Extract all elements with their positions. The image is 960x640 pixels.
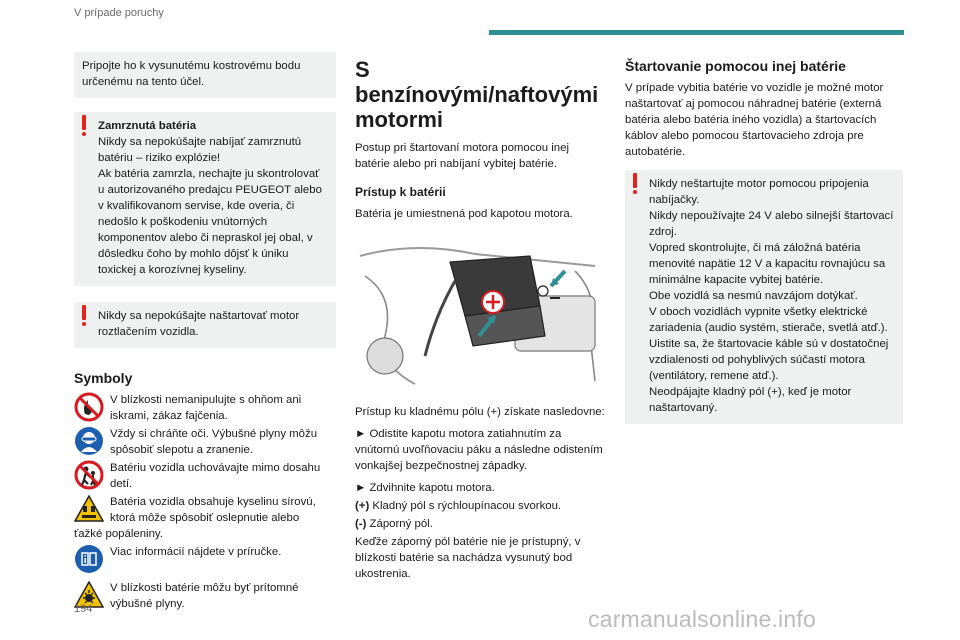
symbol-row-manual (74, 544, 336, 574)
minus-pole-text (355, 516, 605, 532)
column-middle (355, 52, 605, 588)
jump-start-intro: V prípade vybitia batérie vo vozidle je možné motor naštartovať aj pomocou náhradnej batérie (externá batéria alebo batéria iného vozidla) a štartovacích káblov alebo pomocou štartovacieho zdroja pre autobatérie. (625, 82, 884, 158)
symbol-row-children (74, 460, 336, 492)
jump-start-warning-line1: Nikdy neštartujte motor pomocou pripojenia nabíjačky. (649, 178, 869, 206)
engine-bay-illustration (355, 236, 605, 386)
symbol-text: Batéria vozidla obsahuje kyselinu sírovú, ktorá môže spôsobiť oslepnutie alebo (110, 496, 316, 524)
step-lift-bonnet: ► Zdvihnite kapotu motora. (355, 482, 495, 494)
plus-pole-text (355, 498, 605, 514)
minus-pole-description: Záporný pól. (366, 518, 433, 530)
plus-pole-symbol: (+) (355, 500, 370, 512)
symbol-row-no-fire (74, 392, 336, 424)
symbol-text: Vždy si chráňte oči. Výbušné plyny môžu spôsobiť slepotu a zranenie. (110, 428, 318, 456)
symbol-text: V blízkosti nemanipulujte s ohňom ani iskrami, zákaz fajčenia. (110, 394, 302, 422)
page-number: 194 (74, 603, 93, 615)
header-accent-bar (489, 30, 904, 35)
watermark: carmanualsonline.info (588, 606, 816, 632)
warning-exclamation-icon (80, 115, 88, 137)
symbol-text: V blízkosti batérie môžu byť prítomné výbušné plyny. (110, 582, 299, 610)
keep-away-children-icon (74, 460, 104, 490)
warning-box-push-start (74, 302, 336, 348)
symbol-row-explosive (74, 580, 336, 612)
frozen-battery-text: batériu – riziko explózie! Ak batéria zamrzla, nechajte ju skontrolovať u autorizovaného predajcu PEUGEOT alebo v kvalifikovanom servise, kde overia, či nedošlo k poškodeniu vnútorných komponentov alebo či nepraskol jej obal, v dôsledku čoho by mohlo dôjsť k úniku toxickej a korozívnej kyseliny. (98, 152, 322, 276)
step-open-bonnet: ► Odistite kapotu motora zatiahnutím za vnútornú uvoľňovaciu páku a následne odistením vonkajšej bezpečnostnej západky. (355, 428, 603, 472)
ground-point-text: Pripojte ho k vysunutému kostrovému bodu určenému na tento účel. (82, 60, 301, 88)
symbol-text: Batériu vozidla uchovávajte mimo dosahu detí. (110, 462, 321, 490)
column-left (74, 52, 336, 614)
section-title: V prípade poruchy (74, 7, 164, 19)
warning-exclamation-icon (80, 305, 88, 327)
ground-point-note: Keďže záporný pól batérie nie je prístupný, v blízkosti batérie sa nachádza vysunutý bod ukostrenia. (355, 536, 581, 580)
push-start-text: Nikdy sa nepokúšajte naštartovať motor roztlačením vozidla. (98, 310, 300, 338)
battery-access-heading: Prístup k batérii (355, 185, 446, 199)
acid-symbol-text-continued: ťažké popáleniny. (74, 528, 163, 540)
plus-pole-access-text: Prístup ku kladnému pólu (+) získate nasledovne: (355, 406, 605, 418)
plus-pole-description: Kladný pól s rýchloupínacou svorkou. (369, 500, 562, 512)
gasoline-diesel-heading: S benzínovými/naftovými motormi (355, 57, 599, 132)
manual-info-icon (74, 544, 104, 574)
symbol-text: Viac informácií nájdete v príručke. (110, 546, 282, 558)
symbol-row-acid (74, 494, 336, 526)
minus-pole-symbol: (-) (355, 518, 367, 530)
warning-box-jump-start (625, 170, 903, 424)
warning-exclamation-icon (631, 173, 639, 195)
column-right (625, 52, 903, 438)
gasoline-diesel-intro: Postup pri štartovaní motora pomocou inej batérie alebo pri nabíjaní vybitej batérie. (355, 142, 570, 170)
info-box-ground-point (74, 52, 336, 98)
frozen-battery-line1: Nikdy sa nepokúšajte nabíjať zamrznutú (98, 136, 302, 148)
battery-location-text: Batéria je umiestnená pod kapotou motora. (355, 208, 573, 220)
jump-start-warning-text: Nikdy nepoužívajte 24 V alebo silnejší štartovací zdroj. Vopred skontrolujte, či má záložná batéria menovité napätie 12 V a kapacitu rovnajúcu sa minimálne kapacite vybitej batérie. Obe vozidlá sa nesmú navzájom dotýkať. V oboch vozidlách vypnite všetky elektrické zariadenia (audio systém, stierače, svetlá atď.). Uistite sa, že štartovacie káble sú v dostatočnej vzdialenosti od pohyblivých súčastí motora (ventilátory, remene atď.). Neodpájajte kladný pól (+), keď je motor naštartovaný. (649, 210, 894, 414)
eye-protection-icon (74, 426, 104, 456)
warning-box-frozen-battery (74, 112, 336, 286)
frozen-battery-title: Zamrznutá batéria (98, 120, 197, 132)
jump-start-heading: Štartovanie pomocou inej batérie (625, 58, 846, 74)
symbol-row-eye-protection (74, 426, 336, 458)
symbols-heading: Symboly (74, 370, 133, 386)
no-fire-smoking-icon (74, 392, 104, 422)
corrosive-acid-icon (74, 494, 104, 524)
